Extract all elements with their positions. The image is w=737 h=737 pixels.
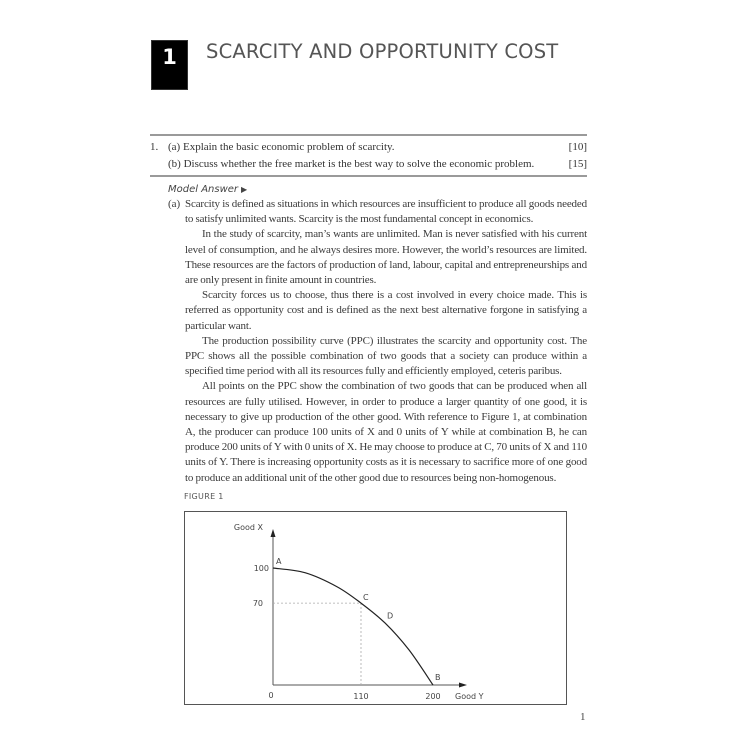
ppc-chart-svg xyxy=(185,512,566,704)
part-label: (a) xyxy=(168,141,181,153)
question-bottom-rule xyxy=(150,175,587,177)
y-axis-label: Good X xyxy=(233,523,263,532)
question-top-rule xyxy=(150,134,587,136)
answer-paragraph: Scarcity forces us to choose, thus there is a cost involved in every choice made. This is referred as opportunity cost and is defined as the next best alternative forgone in satisfying a particular want. xyxy=(185,289,587,332)
question-number: 1. xyxy=(150,141,159,153)
answer-part-label: (a) xyxy=(168,198,181,210)
answer-paragraph: All points on the PPC show the combination of two goods that can be produced when all resources are fully utilised. However, in order to produce a larger quantity of one good, it is necessary to give up production of the other good. With reference to Figure 1, at combination A, the producer can produce 100 units of X and 0 units of Y while at combination B, he can produce 200 units of Y with 0 units of X. He may choose to produce at C, 70 units of X and 110 units of Y. There is increasing opportunity costs as it is necessary to sacrifice more of one good to produce an additional unit of the other good due to resources being non-homogenous. xyxy=(185,380,587,484)
model-answer-label: Model Answer xyxy=(168,184,239,195)
model-answer-heading xyxy=(168,183,247,196)
part-text: Discuss whether the free market is the best way to solve the economic problem. xyxy=(183,158,535,170)
question-part-a xyxy=(150,140,587,155)
figure-label: FIGURE 1 xyxy=(184,492,224,501)
point-label-a: A xyxy=(276,557,282,566)
question-marks: [15] xyxy=(568,158,587,170)
question-part-text xyxy=(168,140,553,155)
y-tick-label: 70 xyxy=(252,599,263,609)
play-arrow-icon: ▶ xyxy=(241,185,248,194)
answer-paragraph: The production possibility curve (PPC) illustrates the scarcity and opportunity cost. The PPC shows all the possible combination of two goods that a society can produce within a specified time period with all its resources fully and efficiently employed, ceteris paribus. xyxy=(185,334,587,378)
part-text: Explain the basic economic problem of scarcity. xyxy=(182,141,395,153)
point-label-b: B xyxy=(435,673,441,682)
page-number: 1 xyxy=(580,711,586,723)
answer-paragraph: Scarcity is defined as situations in which resources are insufficient to produce all goods needed to satisfy unlimited wants. Scarcity is the most fundamental concept in economics. xyxy=(185,198,587,226)
y-axis-arrow-icon xyxy=(271,529,276,537)
figure-1-ppc-chart xyxy=(184,511,567,705)
ppc-curve xyxy=(273,568,433,685)
chapter-number-box xyxy=(151,40,188,90)
part-label: (b) xyxy=(168,158,181,170)
question-part-b xyxy=(150,157,587,172)
answer-text xyxy=(168,197,587,486)
x-axis-arrow-icon xyxy=(459,683,467,688)
point-label-d: D xyxy=(387,611,394,621)
x-tick-label: 110 xyxy=(353,692,369,701)
chapter-number: 1 xyxy=(162,45,177,69)
question-marks: [10] xyxy=(568,141,587,153)
x-axis-label: Good Y xyxy=(455,692,484,701)
chapter-title: SCARCITY AND OPPORTUNITY COST xyxy=(206,40,559,63)
point-label-c: C xyxy=(363,593,369,603)
y-tick-label: 100 xyxy=(253,564,269,573)
answer-paragraph: In the study of scarcity, man’s wants are unlimited. Man is never satisfied with his current level of consumption, and he always desires more. However, the world’s resources are limited. These resources are the factors of production of land, labour, capital and entrepreneurships and are only present in finite amount in countries. xyxy=(185,228,587,287)
question-part-text xyxy=(168,157,553,172)
x-tick-label: 200 xyxy=(425,692,441,701)
x-tick-label: 0 xyxy=(268,691,274,700)
